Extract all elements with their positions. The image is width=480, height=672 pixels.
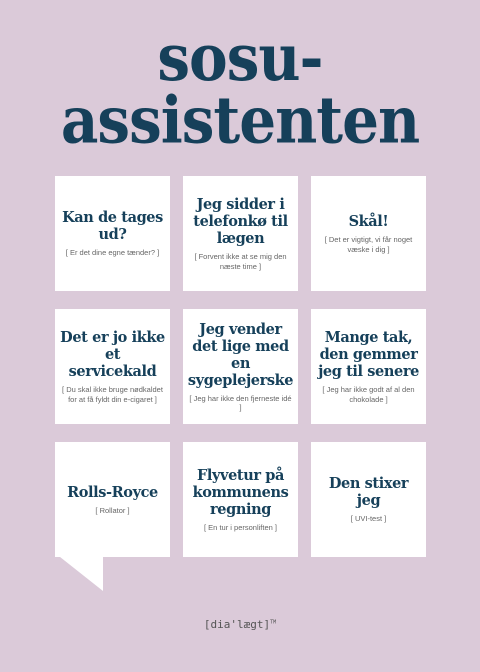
poster-title-line-2: assistenten (60, 82, 420, 159)
phrase-title: Flyvetur på kommunens regning (192, 466, 289, 518)
poster-title (0, 19, 480, 159)
phrase-title: Mange tak, den gemmer jeg til senere (318, 329, 419, 380)
trademark-mark: TM (270, 619, 277, 626)
brand-logo (0, 618, 480, 631)
phrase-card (183, 176, 298, 291)
phrase-title: Kan de tages ud? (62, 209, 163, 244)
phrase-translation: [ Jeg har ikke godt af al den chokolade ] (322, 385, 415, 404)
phrase-title: Skål! (348, 213, 389, 230)
phrase-title: Det er jo ikke et servicekald (60, 329, 165, 380)
phrase-translation: [ Jeg har ikke den fjerneste idé ] (189, 393, 292, 412)
speech-bubble-tail-icon (55, 553, 107, 593)
phrase-card (311, 442, 426, 557)
phrase-title: Jeg sidder i telefonkø til lægen (193, 196, 288, 247)
phrase-card (311, 309, 426, 424)
poster-title-line-1: sosu- (157, 19, 323, 96)
phrase-translation: [ UVI-test ] (350, 514, 387, 524)
phrase-translation: [ Du skal ikke bruge nødkaldet for at få fyldt din e-cigaret ] (62, 385, 163, 404)
phrase-card (183, 309, 298, 424)
phrase-card (55, 309, 170, 424)
phrase-translation: [ En tur i personliften ] (204, 522, 277, 532)
phrase-title: Jeg vender det lige med en sygeplejerske (187, 320, 294, 389)
phrase-title: Den stixer jeg (328, 475, 409, 510)
phrase-translation: [ Rollator ] (95, 505, 130, 515)
phrase-card (55, 176, 170, 291)
phrase-translation: [ Det er vigtigt, vi får noget væske i dig ] (324, 235, 413, 254)
phrase-title: Rolls-Royce (67, 483, 158, 501)
phrase-grid (55, 176, 427, 557)
phrase-card (183, 442, 298, 557)
phrase-translation: [ Er det dine egne tænder? ] (65, 248, 160, 258)
phrase-card (55, 442, 170, 557)
phrase-translation: [ Forvent ikke at se mig den næste time ] (194, 252, 287, 271)
phrase-card (311, 176, 426, 291)
brand-logo-text: [dia'lægt] (203, 618, 271, 631)
